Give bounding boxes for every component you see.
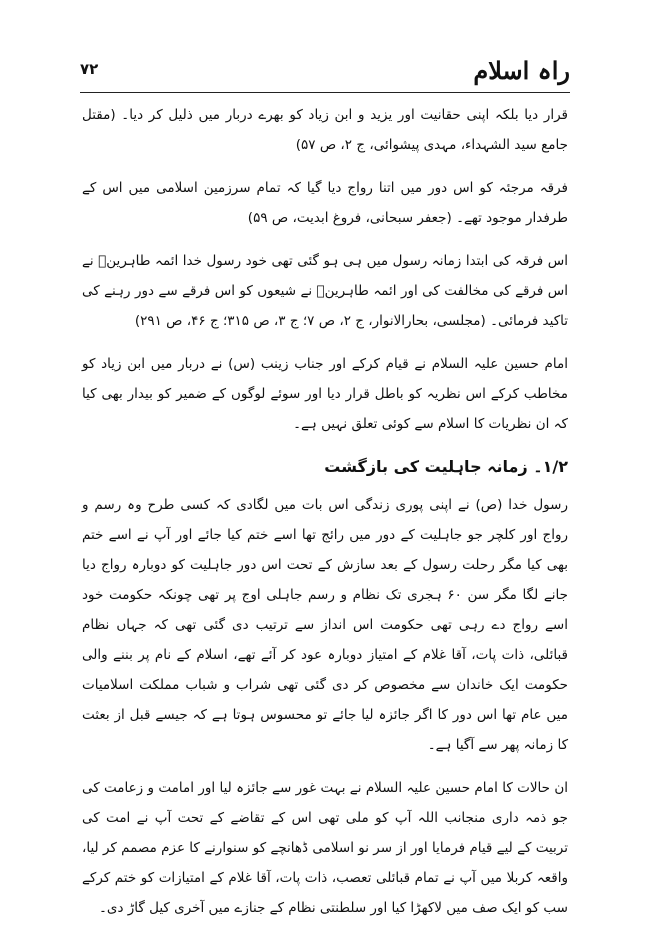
paragraph: قرار دیا بلکہ اپنی حقانیت اور یزید و ابن زیاد کو بھرے دربار میں ذلیل کر دیا۔ (مقتل جامع سید الشہداء، مہدی پیشوائی، ج ۲، ص ۵۷) (82, 107, 568, 153)
paragraph: امام حسین علیہ السلام نے قیام کرکے اور جناب زینب (س) نے دربار میں ابن زیاد کو مخاطب کرکے اس نظریہ کو باطل قرار دیا اور سوئے لوگوں کے ضمیر کو بیدار بھی کیا کہ ان نظریات کا اسلام سے کوئی تعلق نہیں ہے۔ (82, 356, 568, 432)
page-body (82, 100, 568, 936)
page-number: ۷۲ (80, 60, 99, 78)
header-divider (80, 92, 570, 93)
book-title: راہ اسلام (473, 56, 570, 85)
paragraph: فرقہ مرجئہ کو اس دور میں اتنا رواج دیا گیا کہ تمام سرزمین اسلامی میں اس کے طرفدار موجود تھے۔ (جعفر سبحانی، فروغ ابدیت، ص ۵۹) (82, 180, 568, 226)
paragraph: رسول خدا (ص) نے اپنی پوری زندگی اس بات میں لگادی کہ کسی طرح وہ رسم و رواج اور کلچر جو جاہلیت کے دور میں رائج تھا اسے ختم کیا جائے اور آپ نے اسے ختم بھی کیا مگر رحلت رسول کے بعد سازش کے تحت اس دور جاہلیت کو دوبارہ رواج دیا جانے لگا مگر سن ۶۰ ہجری تک نظام و رسم جاہلی اوج پر تھی چونکہ حکومت خود اسے رواج دے رہی تھی حکومت اس انداز سے ترتیب دی گئی تھی کہ جہاں نظام قبائلی، ذات پات، آقا غلام کے امتیاز دوبارہ عود کر آئے تھے، اسلام کے نام پر بننے والی حکومت ایک خاندان سے مخصوص کر دی گئی تھی شراب و شباب مملکت اسلامیات میں عام تھا اس دور کا اگر جائزہ لیا جائے تو محسوس ہوتا ہے کہ جیسے قبل از بعثت کا زمانہ پھر سے آگیا ہے۔ (82, 497, 568, 753)
page-header (80, 56, 570, 90)
paragraph: اس فرقہ کی ابتدا زمانہ رسول میں ہی ہو گئی تھی خود رسول خدا ائمہ طاہرینؑ نے اس فرقے کی مخالفت کی اور ائمہ طاہرینؑ نے شیعوں کو اس فرقے سے دور رہنے کی تاکید فرمائی۔ (مجلسی، بحارالانوار، ج ۲، ص ۷؛ ج ۳، ص ۳۱۵؛ ج ۴۶، ص ۲۹۱) (82, 253, 568, 329)
paragraph: ان حالات کا امام حسین علیہ السلام نے بہت غور سے جائزہ لیا اور امامت و زعامت کی جو ذمہ داری منجانب اللہ آپ کو ملی تھی اس کے تقاضے کے تحت آپ نے امت کی تربیت کے لیے قیام فرمایا اور از سر نو اسلامی ڈھانچے کو سنوارنے کا عزم مصمم کر لیا، واقعہ کربلا میں آپ نے تمام قبائلی تعصب، ذات پات، آقا غلام کے امتیازات کو ختم کرکے سب کو ایک صف میں لاکھڑا کیا اور سلطنتی نظام کے جنازے میں آخری کیل گاڑ دی۔ (82, 780, 568, 916)
section-heading: ۱/۲۔ زمانہ جاہلیت کی بازگشت (324, 457, 568, 476)
